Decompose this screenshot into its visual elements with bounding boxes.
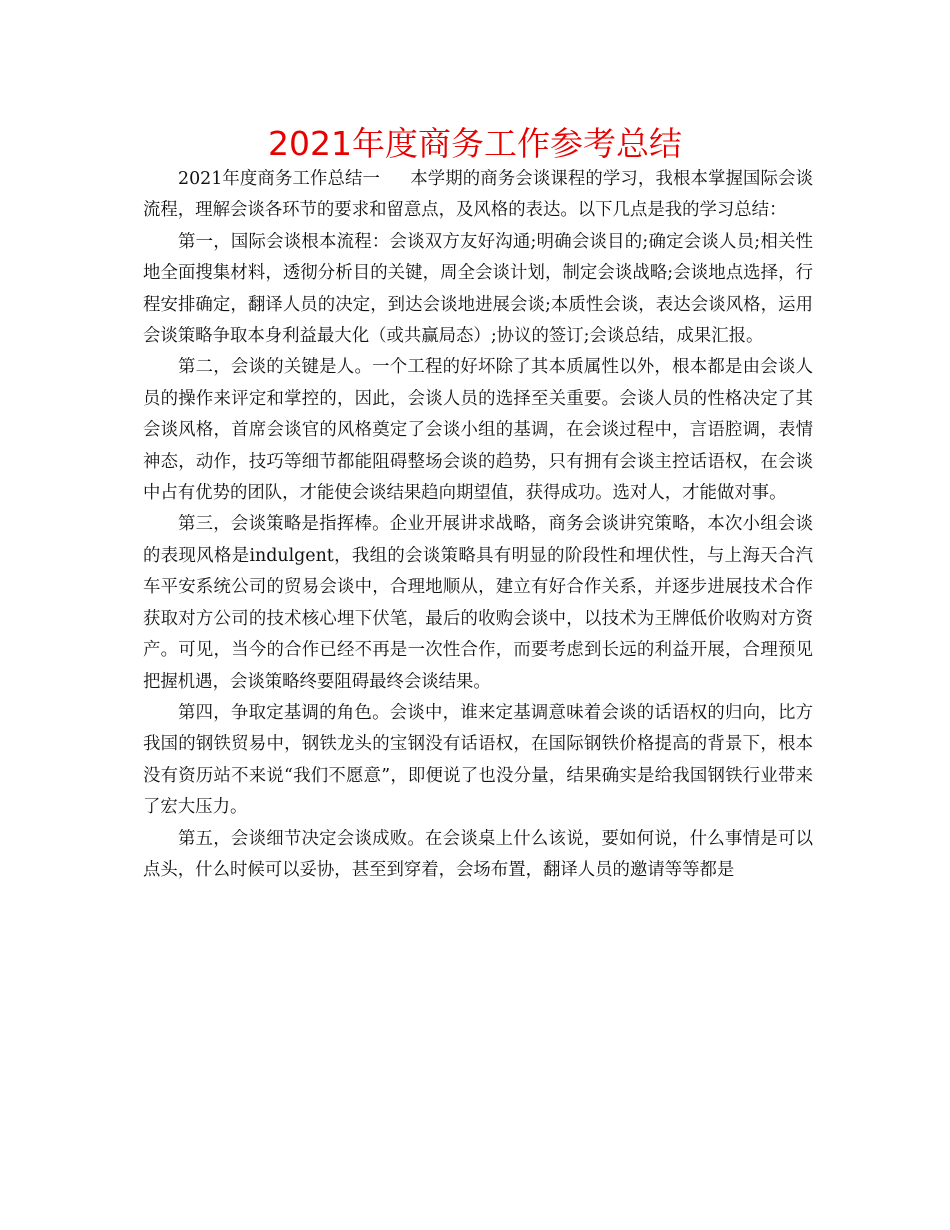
paragraph-intro [143,164,813,227]
intro-text: 本学期的商务会谈课程的学习，我根本掌握国际会谈流程，理解会谈各环节的要求和留意点，及风格的表达。以下几点是我的学习总结： [143,169,813,221]
paragraph-first: 第一，国际会谈根本流程：会谈双方友好沟通;明确会谈目的;确定会谈人员;相关性地全面搜集材料，透彻分析目的关键，周全会谈计划，制定会谈战略;会谈地点选择，行程安排确定，翻译人员的决定，到达会谈地进展会谈;本质性会谈，表达会谈风格，运用会谈策略争取本身利益最大化（或共赢局态）;协议的签订;会谈总结，成果汇报。 [143,231,813,347]
paragraph-third: 第三，会谈策略是指挥棒。企业开展讲求战略，商务会谈讲究策略，本次小组会谈的表现风格是indulgent，我组的会谈策略具有明显的阶段性和埋伏性，与上海天合汽车平安系统公司的贸易会谈中，合理地顺从，建立有好合作关系，并逐步进展技术合作获取对方公司的技术核心埋下伏笔，最后的收购会谈中，以技术为王牌低价收购对方资产。可见，当今的合作已经不再是一次性合作，而要考虑到长远的利益开展，合理预见把握机遇，会谈策略终要阻碍最终会谈结果。 [143,514,813,692]
intro-heading: 2021年度商务工作总结一 [178,169,381,189]
document-title: 2021年度商务工作参考总结 [268,124,682,163]
paragraph-fifth: 第五，会谈细节决定会谈成败。在会谈桌上什么该说，要如何说，什么事情是可以点头，什么时候可以妥协，甚至到穿着，会场布置，翻译人员的邀请等等都是 [143,828,813,880]
paragraph-second: 第二，会谈的关键是人。一个工程的好坏除了其本质属性以外，根本都是由会谈人员的操作来评定和掌控的，因此，会谈人员的选择至关重要。会谈人员的性格决定了其会谈风格，首席会谈官的风格奠定了会谈小组的基调，在会谈过程中，言语腔调，表情神态，动作，技巧等细节都能阻碍整场会谈的趋势，只有拥有会谈主控话语权，在会谈中占有优势的团队，才能使会谈结果趋向期望值，获得成功。选对人，才能做对事。 [143,357,813,504]
paragraph-fourth: 第四，争取定基调的角色。会谈中，谁来定基调意味着会谈的话语权的归向，比方我国的钢铁贸易中，钢铁龙头的宝钢没有话语权，在国际钢铁价格提高的背景下，根本没有资历站不来说“我们不愿意”，即便说了也没分量，结果确实是给我国钢铁行业带来了宏大压力。 [143,702,813,818]
document-body [143,164,813,886]
